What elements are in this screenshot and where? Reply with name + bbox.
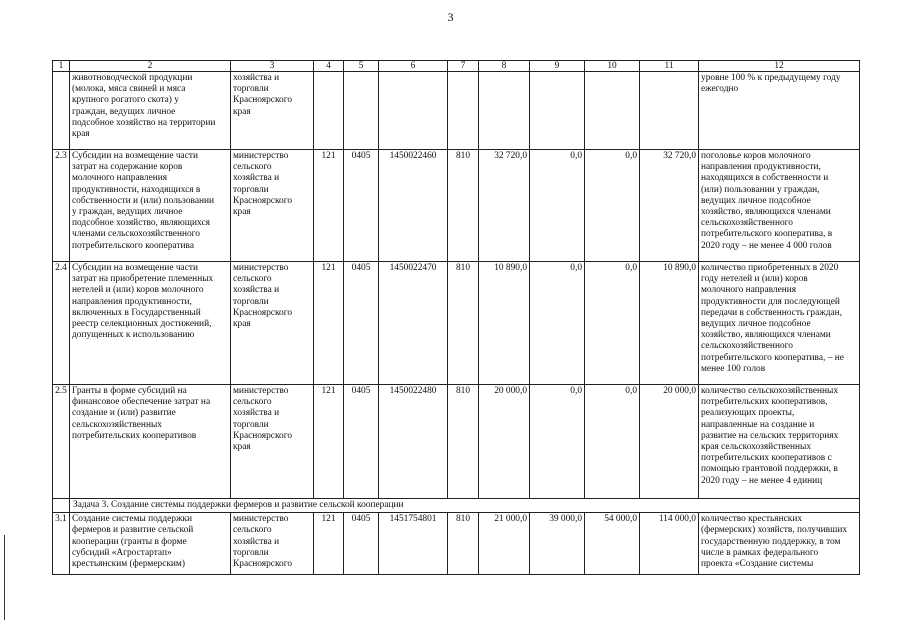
amount-col8: 21 000,0 xyxy=(479,513,530,575)
code-expense-type: 810 xyxy=(448,513,479,575)
amount-col8: 10 890,0 xyxy=(479,262,530,385)
code-target xyxy=(379,72,448,150)
header-cell: 2 xyxy=(70,61,231,72)
code-target: 1450022460 xyxy=(379,150,448,262)
expected-result: уровне 100 % к предыдущему году ежегодно xyxy=(699,72,860,150)
code-section: 0405 xyxy=(344,150,379,262)
header-cell: 11 xyxy=(640,61,699,72)
amount-col10: 0,0 xyxy=(585,150,640,262)
amount-total: 32 720,0 xyxy=(640,150,699,262)
row-number: 2.3 xyxy=(53,150,70,262)
header-row xyxy=(53,61,860,72)
amount-col9: 0,0 xyxy=(530,385,585,499)
header-cell: 5 xyxy=(344,61,379,72)
measure-description: животноводческой продукции (молока, мяса свиней и мяса крупного рогатого скота) у граждан, ведущих личное подсобное хозяйство на территории края xyxy=(70,72,231,150)
code-expense-type xyxy=(448,72,479,150)
amount-col9: 39 000,0 xyxy=(530,513,585,575)
header-cell: 10 xyxy=(585,61,640,72)
row-number xyxy=(53,72,70,150)
scan-margin-line xyxy=(4,535,5,620)
responsible-org: хозяйства и торговли Красноярского края xyxy=(231,72,314,150)
code-section: 0405 xyxy=(344,513,379,575)
amount-total xyxy=(640,72,699,150)
code-grbs: 121 xyxy=(314,150,344,262)
amount-total: 114 000,0 xyxy=(640,513,699,575)
header-cell: 8 xyxy=(479,61,530,72)
code-section xyxy=(344,72,379,150)
expected-result: количество крестьянских (фермерских) хозяйств, получивших государственную поддержку, в том числе в рамках федерального проекта «Создание системы xyxy=(699,513,860,575)
amount-col10: 54 000,0 xyxy=(585,513,640,575)
amount-col8: 20 000,0 xyxy=(479,385,530,499)
code-expense-type: 810 xyxy=(448,262,479,385)
code-grbs xyxy=(314,72,344,150)
row-number: 2.4 xyxy=(53,262,70,385)
code-target: 1451754801 xyxy=(379,513,448,575)
amount-col10 xyxy=(585,72,640,150)
responsible-org: министерство сельского хозяйства и торговли Красноярского края xyxy=(231,150,314,262)
expected-result: количество сельскохозяйственных потребительских кооперативов, реализующих проекты, направленные на создание и развитие на сельских территориях края сельскохозяйственных потребительских кооперативов с помощью грантовой поддержки, в 2020 году – не менее 4 единиц xyxy=(699,385,860,499)
amount-col10: 0,0 xyxy=(585,262,640,385)
expected-result: количество приобретенных в 2020 году нетелей и (или) коров молочного направления продуктивности для последующей передачи в собственность граждан, ведущих личное подсобное хозяйство, являющихся членами сельскохозяйственного потребительского кооператива, – не менее 100 голов xyxy=(699,262,860,385)
expected-result: поголовье коров молочного направления продуктивности, находящихся в собственности и (или) пользовании у граждан, ведущих личное подсобное хозяйство, являющихся членами сельскохозяйственного потребительского кооператива, в 2020 году – не менее 4 000 голов xyxy=(699,150,860,262)
amount-col9 xyxy=(530,72,585,150)
amount-col8 xyxy=(479,72,530,150)
task-row xyxy=(53,499,860,513)
program-table xyxy=(52,60,860,575)
header-cell: 9 xyxy=(530,61,585,72)
table-row xyxy=(53,385,860,499)
amount-col10: 0,0 xyxy=(585,385,640,499)
task-number-cell xyxy=(53,499,70,513)
responsible-org: министерство сельского хозяйства и торговли Красноярского xyxy=(231,513,314,575)
amount-col8: 32 720,0 xyxy=(479,150,530,262)
code-target: 1450022480 xyxy=(379,385,448,499)
measure-description: Субсидии на возмещение части затрат на содержание коров молочного направления продуктивности, находящихся в собственности и (или) пользовании у граждан, ведущих личное подсобное хозяйство, являющихся членами сельскохозяйственного потребительского кооператива xyxy=(70,150,231,262)
table-row xyxy=(53,150,860,262)
measure-description: Гранты в форме субсидий на финансовое обеспечение затрат на создание и (или) развитие сельскохозяйственных потребительских кооперативов xyxy=(70,385,231,499)
amount-col9: 0,0 xyxy=(530,262,585,385)
code-grbs: 121 xyxy=(314,385,344,499)
code-expense-type: 810 xyxy=(448,385,479,499)
table-row xyxy=(53,72,860,150)
table-row xyxy=(53,262,860,385)
responsible-org: министерство сельского хозяйства и торговли Красноярского края xyxy=(231,385,314,499)
code-target: 1450022470 xyxy=(379,262,448,385)
table-row xyxy=(53,513,860,575)
code-grbs: 121 xyxy=(314,262,344,385)
code-expense-type: 810 xyxy=(448,150,479,262)
responsible-org: министерство сельского хозяйства и торговли Красноярского края xyxy=(231,262,314,385)
row-number: 3.1 xyxy=(53,513,70,575)
amount-col9: 0,0 xyxy=(530,150,585,262)
page-number: 3 xyxy=(447,10,454,24)
measure-description: Субсидии на возмещение части затрат на приобретение племенных нетелей и (или) коров молочного направления продуктивности, включенных в Государственный реестр селекционных достижений, допущенных к использованию xyxy=(70,262,231,385)
code-grbs: 121 xyxy=(314,513,344,575)
amount-total: 20 000,0 xyxy=(640,385,699,499)
code-section: 0405 xyxy=(344,385,379,499)
header-cell: 7 xyxy=(448,61,479,72)
header-cell: 12 xyxy=(699,61,860,72)
header-cell: 4 xyxy=(314,61,344,72)
code-section: 0405 xyxy=(344,262,379,385)
amount-total: 10 890,0 xyxy=(640,262,699,385)
header-cell: 3 xyxy=(231,61,314,72)
header-cell: 1 xyxy=(53,61,70,72)
measure-description: Создание системы поддержки фермеров и развитие сельской кооперации (гранты в форме субсидий «Агростартап» крестьянским (фермерским) xyxy=(70,513,231,575)
task-title: Задача 3. Создание системы поддержки фермеров и развитие сельской кооперации xyxy=(70,499,860,513)
header-cell: 6 xyxy=(379,61,448,72)
row-number: 2.5 xyxy=(53,385,70,499)
